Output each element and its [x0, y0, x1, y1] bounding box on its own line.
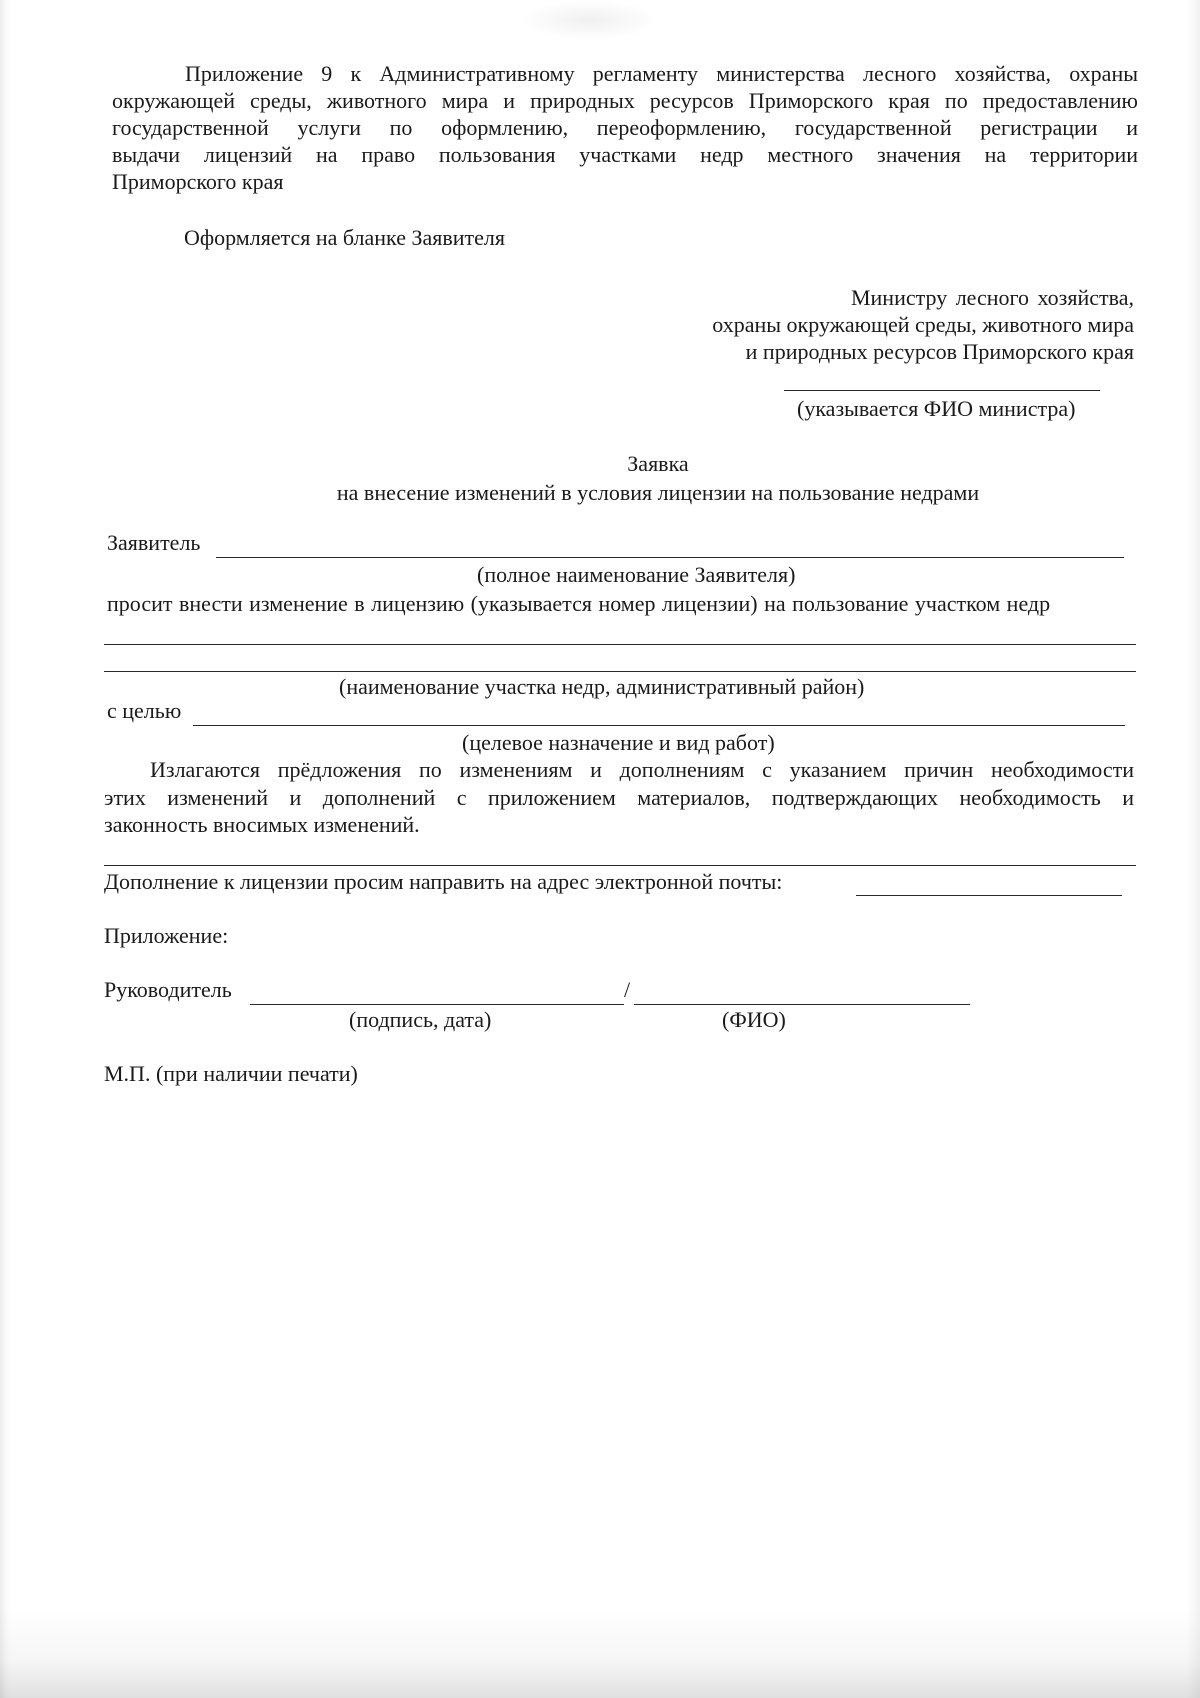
appendix-line-1: Приложение 9 к Административному регламенту министерства лесного хозяйства, охраны [185, 61, 1138, 86]
minister-name-line [784, 390, 1100, 391]
document-title: Заявка [627, 451, 689, 476]
request-text: просит внести изменение в лицензию (указывается номер лицензии) на пользование участком недр [107, 591, 1051, 616]
addressee-line-1: Министру лесного хозяйства, [850, 285, 1134, 310]
head-label: Руководитель [104, 977, 232, 1002]
letterhead-note: Оформляется на бланке Заявителя [184, 225, 506, 250]
site-caption: (наименование участка недр, административный район) [339, 674, 865, 699]
scan-edge-shadow [0, 1610, 1200, 1698]
fio-line [634, 1004, 970, 1005]
document-subtitle: на внесение изменений в условия лицензии на пользование недрами [336, 480, 980, 505]
addressee-line-2: охраны окружающей среды, животного мира [712, 312, 1134, 337]
signature-line [250, 1004, 624, 1005]
proposal-line-1: Излагаются прёдложения по изменениям и дополнениям с указанием причин необходимости [150, 757, 1134, 782]
proposal-line-3: законность вносимых изменений. [104, 812, 420, 837]
applicant-label: Заявитель [107, 530, 201, 555]
stamp-note: М.П. (при наличии печати) [104, 1061, 358, 1086]
applicant-caption: (полное наименование Заявителя) [477, 562, 796, 587]
appendix-line-3: государственной услуги по оформлению, переоформлению, государственной регистрации и [112, 115, 1138, 140]
appendix-line-5: Приморского края [112, 169, 284, 194]
appendix-line-2: окружающей среды, животного мира и природных ресурсов Приморского края по предоставлению [112, 88, 1138, 113]
email-text: Дополнение к лицензии просим направить на адрес электронной почты: [104, 869, 783, 894]
fio-caption: (ФИО) [722, 1007, 786, 1032]
minister-name-caption: (указывается ФИО министра) [797, 396, 1076, 421]
signature-caption: (подпись, дата) [349, 1007, 492, 1032]
appendix-line-4: выдачи лицензий на право пользования участками недр местного значения на территории [112, 142, 1138, 167]
applicant-name-line [216, 557, 1124, 558]
purpose-line [193, 725, 1125, 726]
proposal-line-2: этих изменений и дополнений с приложением материалов, подтверждающих необходимость и [104, 785, 1134, 810]
purpose-caption: (целевое назначение и вид работ) [462, 730, 775, 755]
signature-slash: / [624, 977, 631, 1002]
proposal-text-line [104, 865, 1136, 866]
site-line-2 [104, 671, 1136, 672]
site-line-1 [104, 644, 1136, 645]
addressee-line-3: и природных ресурсов Приморского края [745, 339, 1134, 364]
purpose-label: с целью [107, 698, 182, 723]
email-address-line [856, 895, 1122, 896]
scan-smudge [520, 0, 660, 40]
attachment-label: Приложение: [104, 923, 229, 948]
